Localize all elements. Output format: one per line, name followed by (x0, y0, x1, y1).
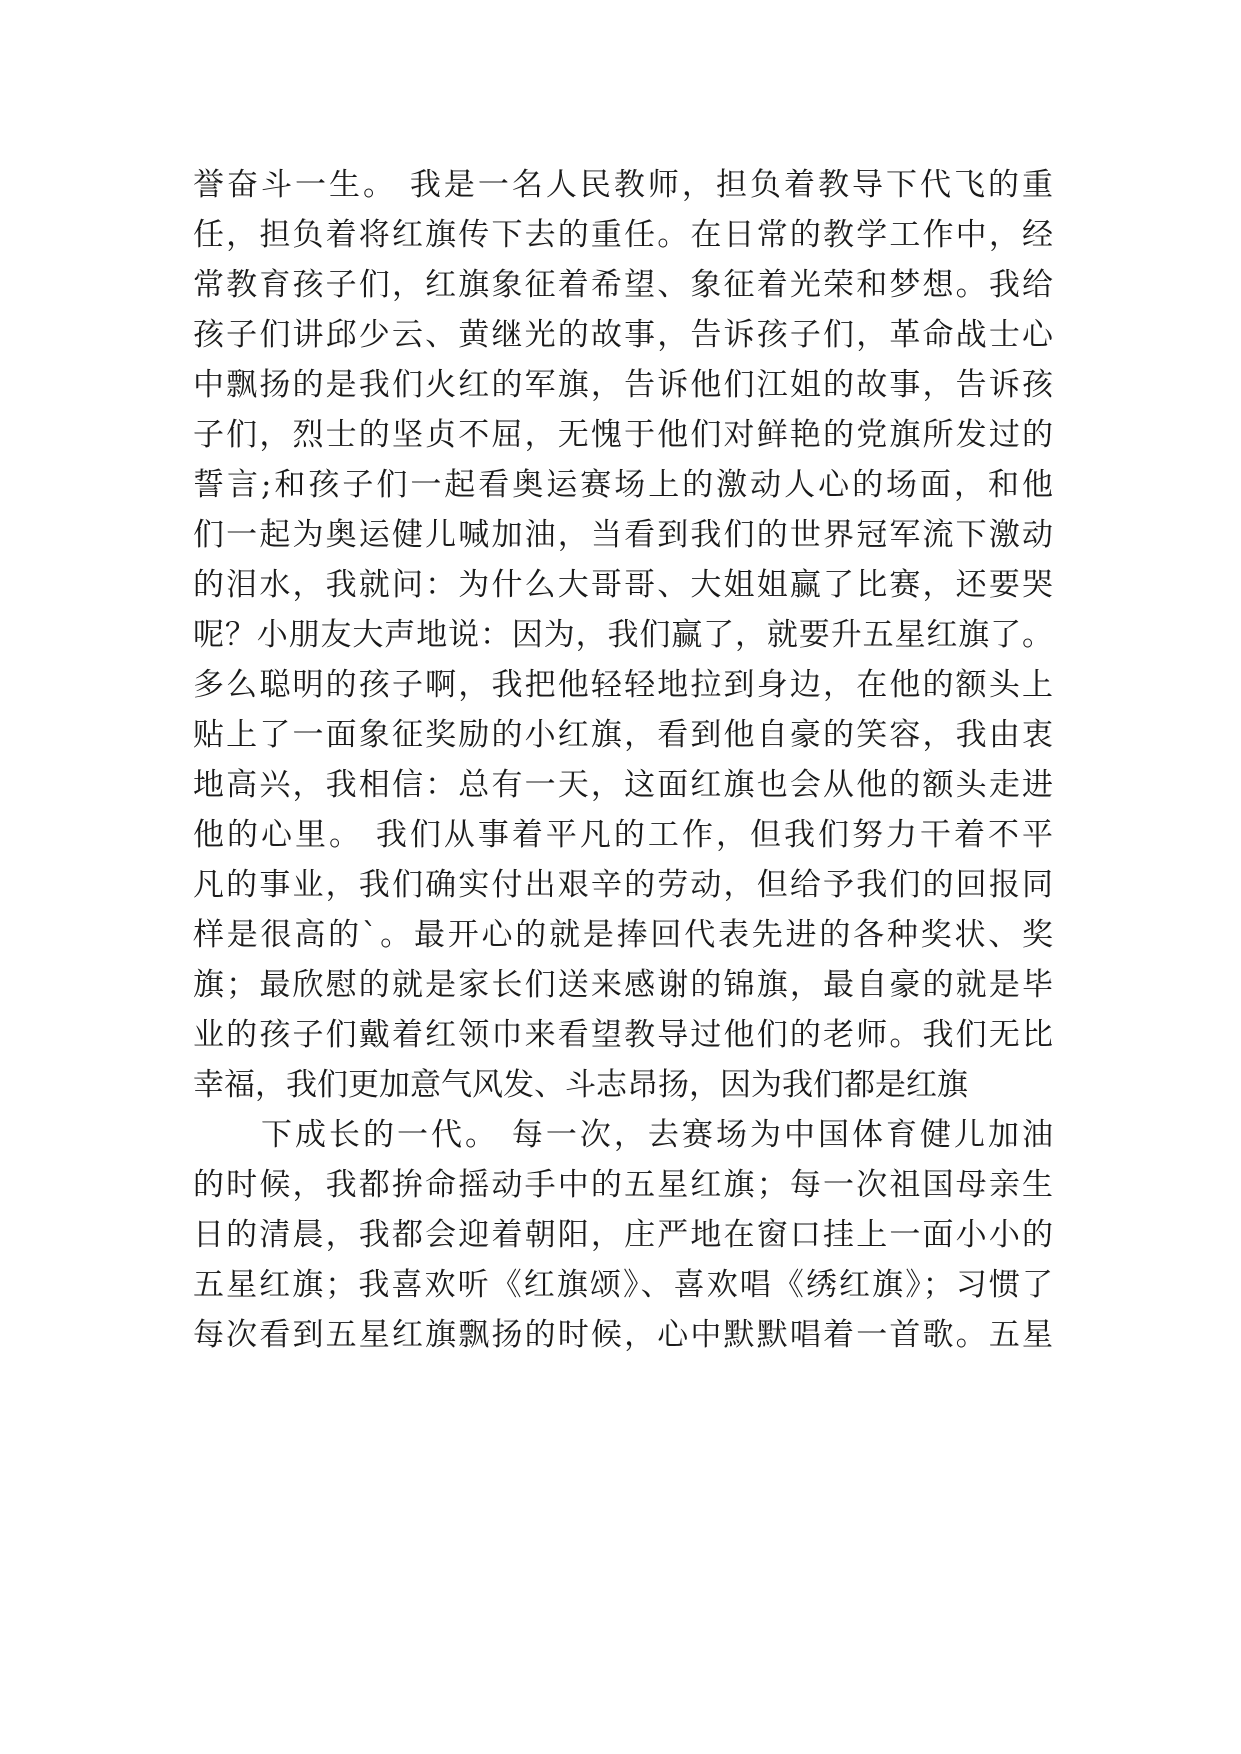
text-line: 下成长的一代。 每一次，去赛场为中国体育健儿加油 (261, 1117, 1053, 1153)
text-line: 旗；最欣慰的就是家长们送来感谢的锦旗，最自豪的就是毕 (193, 967, 1053, 1003)
body-text (193, 160, 1053, 1360)
text-line: 们一起为奥运健儿喊加油，当看到我们的世界冠军流下激动 (193, 517, 1053, 553)
text-line: 子们，烈士的坚贞不屈，无愧于他们对鲜艳的党旗所发过的 (193, 417, 1053, 453)
text-line: 任，担负着将红旗传下去的重任。在日常的教学工作中，经 (193, 217, 1053, 253)
text-line: 常教育孩子们，红旗象征着希望、象征着光荣和梦想。我给 (193, 267, 1053, 303)
text-line: 多么聪明的孩子啊，我把他轻轻地拉到身边，在他的额头上 (193, 667, 1053, 703)
text-line: 业的孩子们戴着红领巾来看望教导过他们的老师。我们无比 (193, 1017, 1053, 1053)
paragraph-2 (193, 1110, 1053, 1360)
text-line: 誉奋斗一生。 我是一名人民教师，担负着教导下代飞的重 (193, 167, 1053, 203)
text-line: 每次看到五星红旗飘扬的时候，心中默默唱着一首歌。五星 (193, 1317, 1053, 1353)
text-line: 日的清晨，我都会迎着朝阳，庄严地在窗口挂上一面小小的 (193, 1217, 1053, 1253)
text-line: 的泪水，我就问：为什么大哥哥、大姐姐赢了比赛，还要哭 (193, 567, 1053, 603)
text-line: 凡的事业，我们确实付出艰辛的劳动，但给予我们的回报同 (193, 867, 1053, 903)
text-line: 五星红旗；我喜欢听《红旗颂》、喜欢唱《绣红旗》；习惯了 (193, 1267, 1053, 1303)
text-line: 的时候，我都拚命摇动手中的五星红旗；每一次祖国母亲生 (193, 1167, 1053, 1203)
text-line: 地高兴，我相信：总有一天，这面红旗也会从他的额头走进 (193, 767, 1053, 803)
text-line: 呢？小朋友大声地说：因为，我们赢了，就要升五星红旗了。 (193, 617, 1053, 653)
text-line: 中飘扬的是我们火红的军旗，告诉他们江姐的故事，告诉孩 (193, 367, 1053, 403)
text-line: 他的心里。 我们从事着平凡的工作，但我们努力干着不平 (193, 817, 1053, 853)
text-line: 誓言;和孩子们一起看奥运赛场上的激动人心的场面，和他 (193, 467, 1053, 503)
text-line: 贴上了一面象征奖励的小红旗，看到他自豪的笑容，我由衷 (193, 717, 1053, 753)
paragraph-1 (193, 160, 1053, 1110)
text-line: 幸福，我们更加意气风发、斗志昂扬，因为我们都是红旗 (193, 1067, 968, 1103)
text-line: 样是很高的`。最开心的就是捧回代表先进的各种奖状、奖 (193, 917, 1053, 953)
text-line: 孩子们讲邱少云、黄继光的故事，告诉孩子们，革命战士心 (193, 317, 1053, 353)
